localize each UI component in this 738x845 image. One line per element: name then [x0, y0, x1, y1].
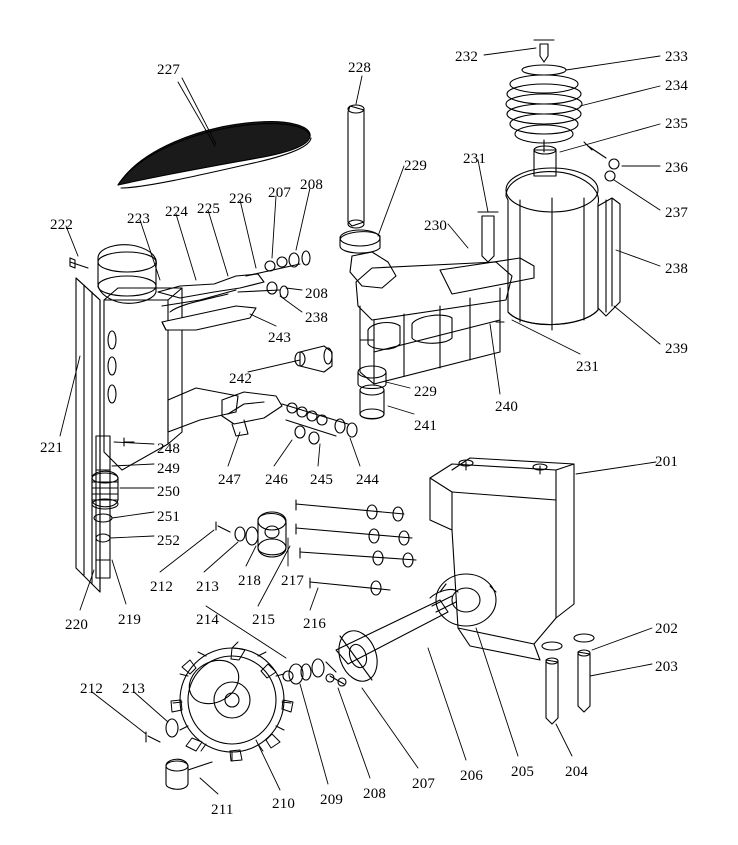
callout-213-bottom: 213	[122, 681, 146, 697]
callout-208-top: 208	[300, 177, 324, 193]
callout-249: 249	[157, 461, 181, 477]
callout-207-top: 207	[268, 185, 292, 201]
callout-248: 248	[157, 441, 181, 457]
bolt-222	[70, 258, 88, 268]
callout-238-mid: 238	[305, 310, 329, 326]
callout-244: 244	[356, 472, 380, 488]
callout-209: 209	[320, 792, 344, 808]
steering-wheel-227	[118, 122, 311, 188]
callout-234: 234	[665, 78, 689, 94]
callout-230: 230	[424, 218, 448, 234]
callout-228: 228	[348, 60, 372, 76]
washers-212-218	[216, 512, 286, 557]
callout-238-right: 238	[665, 261, 689, 277]
callout-246: 246	[265, 472, 289, 488]
rod-228	[348, 105, 364, 228]
callout-251: 251	[157, 509, 181, 525]
pin-211	[166, 759, 212, 789]
callout-221: 221	[40, 440, 64, 456]
callout-236: 236	[665, 160, 689, 176]
callout-229-lower: 229	[414, 384, 438, 400]
callout-231-right: 231	[576, 359, 600, 375]
callout-252: 252	[157, 533, 181, 549]
callout-242: 242	[229, 371, 253, 387]
callout-231-top: 231	[463, 151, 487, 167]
callout-229-top: 229	[404, 158, 428, 174]
callout-222: 222	[50, 217, 74, 233]
callout-203: 203	[655, 659, 679, 675]
callout-226: 226	[229, 191, 253, 207]
callout-223: 223	[127, 211, 151, 227]
main-housing-201	[430, 458, 594, 724]
callout-210: 210	[272, 796, 296, 812]
shaft-hub-205-209	[283, 590, 458, 687]
callout-216: 216	[303, 616, 327, 632]
callout-218: 218	[238, 573, 262, 589]
callout-215: 215	[252, 612, 276, 628]
callout-207-bottom: 207	[412, 776, 436, 792]
callout-219: 219	[118, 612, 142, 628]
washers-bottom-212-213	[146, 719, 178, 742]
callout-239: 239	[665, 341, 689, 357]
callout-225: 225	[197, 201, 221, 217]
callout-208-mid: 208	[305, 286, 329, 302]
callout-237: 237	[665, 205, 689, 221]
callout-247: 247	[218, 472, 242, 488]
callout-211: 211	[211, 802, 234, 818]
callout-206: 206	[460, 768, 484, 784]
callout-202: 202	[655, 621, 679, 637]
callout-250: 250	[157, 484, 181, 500]
linkage-223-226	[158, 251, 310, 330]
callout-208-bottom: 208	[363, 786, 387, 802]
callout-235: 235	[665, 116, 689, 132]
callout-233: 233	[665, 49, 689, 65]
callout-212-mid: 212	[150, 579, 174, 595]
callout-245: 245	[310, 472, 334, 488]
clamp-assembly-247	[222, 392, 357, 444]
callout-214: 214	[196, 612, 220, 628]
callout-217: 217	[281, 573, 305, 589]
callout-232: 232	[455, 49, 479, 65]
callout-227: 227	[157, 62, 181, 78]
bushing-242	[295, 346, 332, 372]
callout-243: 243	[268, 330, 292, 346]
motor-239	[478, 40, 620, 330]
callout-240: 240	[495, 399, 519, 415]
callout-224: 224	[165, 204, 189, 220]
callout-213-mid: 213	[196, 579, 220, 595]
callout-205: 205	[511, 764, 535, 780]
callout-201: 201	[655, 454, 679, 470]
yoke-bracket-230	[340, 230, 534, 384]
callout-212-bottom: 212	[80, 681, 104, 697]
long-bolts-216-218	[296, 500, 416, 595]
callout-241: 241	[414, 418, 438, 434]
callout-220: 220	[65, 617, 89, 633]
sprocket-wheel-210	[171, 642, 293, 761]
callout-204: 204	[565, 764, 589, 780]
shaft-stack-248-252	[92, 436, 134, 578]
